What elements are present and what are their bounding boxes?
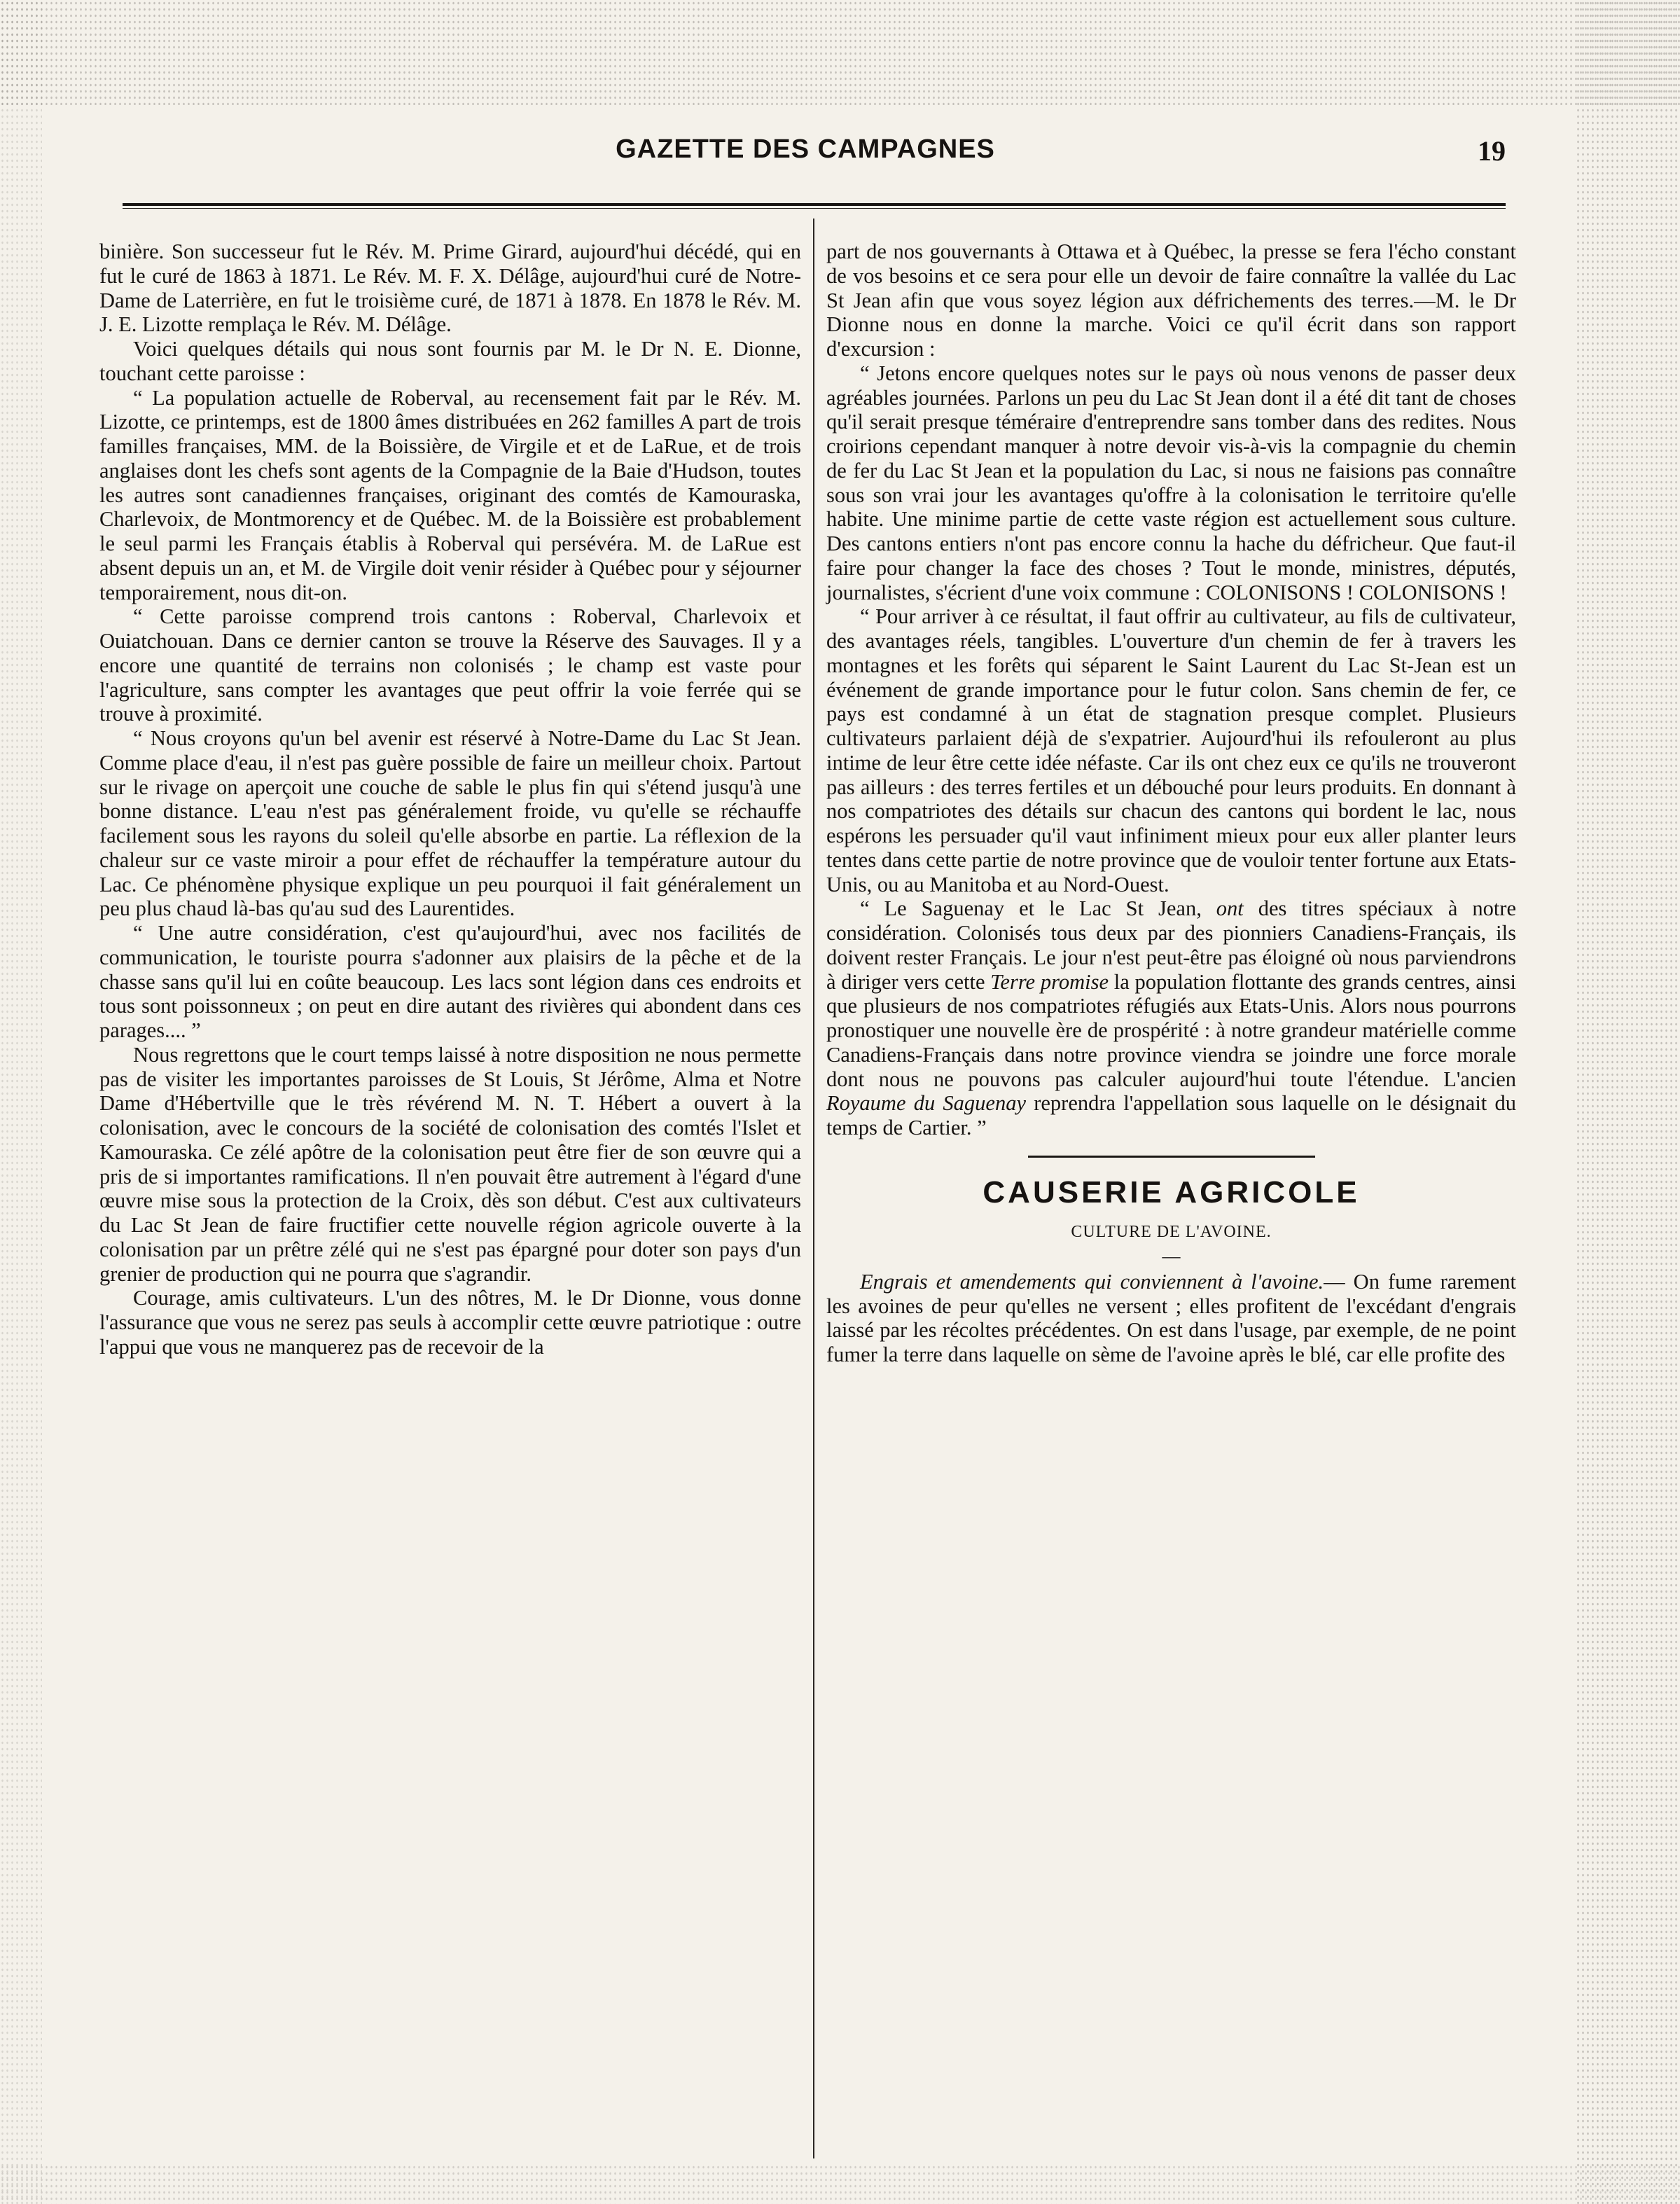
italic-text: Terre promise [990, 969, 1109, 994]
print-speckle-bottom [0, 2164, 1680, 2204]
paragraph: “ La population actuelle de Roberval, au recensement fait par le Rév. M. Lizotte, ce printemps, est de 1800 âmes distribuées en 262 familles A part de trois familles françaises, MM. de la Boissière, de Virgile et et de LaRue, et de trois anglaises dont les chefs sont agents de la Compagnie de la Baie d'Hudson, toutes les autres sont canadiennes françaises, originant des comtés de Kamouraska, Charlevoix, de Montmorency et de Québec. M. de la Boissière est probablement le seul parmi les Français établis à Roberval qui persévéra. M. de LaRue est absent depuis un an, et M. de Virgile doit venir résider à Québec pour y séjourner temporairement, nous dit-on. [99, 385, 801, 604]
paragraph: “ Cette paroisse comprend trois cantons : Roberval, Charlevoix et Ouiatchouan. Dans ce dernier canton se trouve la Réserve des Sauvages. Il y a encore une quantité de terrains non colonisés ; le champ est vaste pour l'agriculture, sans compter les avantages que peut offrir la voie ferrée qui se trouve à proximité. [99, 604, 801, 726]
print-speckle-right [1576, 0, 1680, 2204]
paragraph: Courage, amis cultivateurs. L'un des nôtres, M. le Dr Dionne, vous donne l'assurance que vous ne serez pas seuls à accomplir cette œuvre patriotique : outre l'appui que vous ne manquerez pas de recevoir de la [99, 1286, 801, 1359]
paragraph-text: la population flottante des grands centres, ainsi que plusieurs de nos compatriotes réfugiés aux Etats-Unis. Alors nous pourrons pronostiquer une nouvelle ère de prospérité : à notre grandeur matérielle comme Canadiens-Français dans notre province viendra se joindre une force morale dont nous ne pouvons pas calculer aujourd'hui toute l'étendue. L'ancien [826, 969, 1516, 1091]
header-double-rule [123, 203, 1506, 209]
paragraph: “ Nous croyons qu'un bel avenir est réservé à Notre-Dame du Lac St Jean. Comme place d'eau, il n'est pas guère possible de faire un meilleur choix. Partout sur le rivage on aperçoit une couche de sable le plus fin qui s'étend jusqu'à une bonne distance. L'eau n'est pas généralement froide, vu qu'elle se réchauffe facilement sous les rayons du soleil qu'elle absorbe en partie. La réflexion de la chaleur sur ce vaste miroir a pour effet de réchauffer la température autour du Lac. Ce phénomène physique explique un peu pourquoi il fait généralement un peu plus chaud là-bas qu'au sud des Laurentides. [99, 726, 801, 921]
right-column [826, 240, 1516, 1367]
column-divider [813, 219, 814, 2158]
paragraph [826, 1270, 1516, 1367]
paragraph-text: On fume rarement les avoines de peur qu'elles ne versent ; elles profitent de l'excédant d'engrais laissé par les récoltes précédentes. On est dans l'usage, par exemple, de ne point fumer la terre dans laquelle on sème de l'avoine après le blé, car elle profite des [826, 1269, 1517, 1366]
left-column [99, 240, 801, 1359]
paragraph: Nous regrettons que le court temps laissé à notre disposition ne nous permette pas de visiter les importantes paroisses de St Louis, St Jérôme, Alma et Notre Dame d'Hébertville que le très révérend M. N. T. Hébert a ouvert à la colonisation, avec le concours de la société de colonisation des comtés l'Islet et Kamouraska. Ce zélé apôtre de la colonisation peut être fier de son œuvre qui a pris de si importantes ramifications. Il n'en pouvait être autrement à l'égard d'une œuvre mise sous la protection de la Croix, dès son début. C'est aux cultivateurs du Lac St Jean de faire fructifier cette nouvelle région agricole ouverte à la colonisation par un prêtre zélé qui ne s'est pas épargné pour doter son pays d'un grenier de production qui ne pourra que s'agrandir. [99, 1042, 801, 1286]
paragraph: “ Pour arriver à ce résultat, il faut offrir au cultivateur, au fils de cultivateur, des avantages réels, tangibles. L'ouverture d'un chemin de fer à travers les montagnes et les forêts qui séparent le Saint Laurent du Lac St-Jean est un événement de grande importance pour le futur colon. Sans chemin de fer, ce pays est condamné à un état de stagnation presque complet. Plusieurs cultivateurs parlaient déjà de s'expatrier. Aujourd'hui ils refouleront au plus intime de leur être cette idée néfaste. Car ils ont chez eux ce qu'ils ne trouveront pas ailleurs : des terres fertiles et un débouché pour leurs produits. En donnant à nos compatriotes des détails sur chacun des cantons qui bordent le lac, nous espérons les persuader qu'il vaut infiniment mieux pour eux aller planter leurs tentes dans cette partie de notre province que de vouloir tenter fortune aux Etats-Unis, ou au Manitoba et au Nord-Ouest. [826, 604, 1516, 896]
italic-text: Royaume du Saguenay [826, 1091, 1026, 1116]
section-rule [1028, 1156, 1315, 1158]
page-header [105, 134, 1506, 176]
section-title: CAUSERIE AGRICOLE [983, 1174, 1360, 1210]
paragraph [826, 896, 1516, 1140]
paragraph-text: “ Le Saguenay et le Lac St Jean, [860, 896, 1216, 921]
paragraph: Voici quelques détails qui nous sont fournis par M. le Dr N. E. Dionne, touchant cette paroisse : [99, 337, 801, 385]
page-number: 19 [1478, 135, 1506, 167]
paragraph: binière. Son successeur fut le Rév. M. Prime Girard, aujourd'hui décédé, qui en fut le curé de 1863 à 1871. Le Rév. M. F. X. Délâge, aujourd'hui curé de Notre-Dame de Laterrière, en fut le troisième curé, de 1871 à 1878. En 1878 le Rév. M. J. E. Lizotte remplaça le Rév. M. Délâge. [99, 240, 801, 337]
paragraph: part de nos gouvernants à Ottawa et à Québec, la presse se fera l'écho constant de vos besoins et ce sera pour elle un devoir de faire connaître la vallée du Lac St Jean afin que vous soyez légion aux défrichements des terres.—M. le Dr Dionne nous en donne la marche. Voici ce qu'il écrit dans son rapport d'excursion : [826, 240, 1516, 361]
print-speckle-top [0, 0, 1680, 105]
paragraph-text: des titres spéciaux à notre considération. Colonisés tous deux par des pionniers Canadiens-Français, ils doivent rester Français. Le jour n'est peut-être pas éloigné où nous parviendrons à diriger vers cette [826, 896, 1516, 994]
paragraph-text: “ Jetons encore quelques notes sur le pays où nous venons de passer deux agréables journées. Parlons un peu du Lac St Jean dont il a été dit tant de choses qu'il serait presque téméraire d'entreprendre sans tomber dans des redites. Nous croirions cependant manquer à notre devoir vis-à-vis la compagnie du chemin de fer du Lac St Jean et la population du Lac, si nous ne faisions pas connaître sous son vrai jour les avantages qu'offre à la colonisation le territoire qu'elle habite. Une minime partie de cette vaste région est actuellement sous culture. Des cantons entiers n'ont pas encore connu la hache du défricheur. Que faut-il faire pour changer la face des choses ? Tout le monde, ministres, députés, journalistes, s'écrient d'une voix commune : [826, 361, 1516, 604]
colonisons-cry: COLONISONS ! COLONISONS ! [1206, 580, 1507, 604]
section-subtitle: CULTURE DE L'AVOINE. [1071, 1222, 1272, 1241]
italic-text: ont [1216, 896, 1244, 921]
print-speckle-left [0, 0, 42, 2204]
section-dash: — [1162, 1245, 1181, 1266]
lead-italic: Engrais et amendements qui conviennent à l'avoine. [860, 1269, 1324, 1294]
lead-dash: — [1324, 1269, 1345, 1294]
paragraph [826, 361, 1516, 605]
paragraph-text: reprendra l'appellation sous laquelle on le désignait du temps de Cartier. ” [826, 1091, 1516, 1139]
paragraph: “ Une autre considération, c'est qu'aujourd'hui, avec nos facilités de communication, le touriste pourra s'adonner aux plaisirs de la pêche et de la chasse sans qu'il lui en coûte beaucoup. Les lacs sont légion dans ces endroits et tous sont poissonneux ; on peut en dire autant des rivières qui abondent dans ces parages.... ” [99, 921, 801, 1042]
running-title: GAZETTE DES CAMPAGNES [616, 134, 995, 164]
